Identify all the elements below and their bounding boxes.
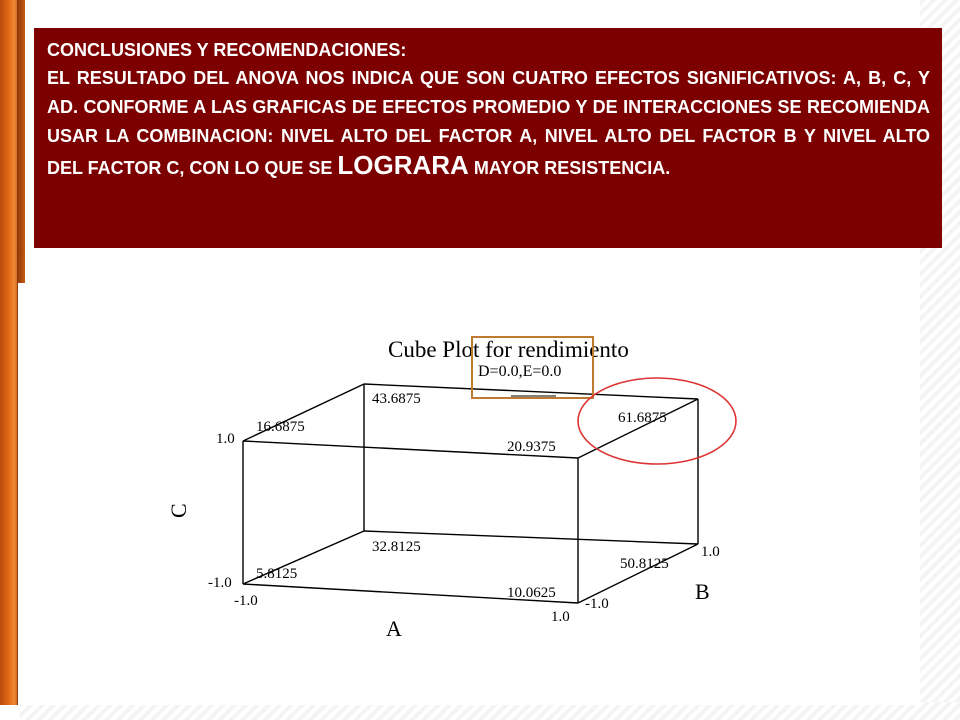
b-low-tick-label: -1.0 xyxy=(585,596,609,612)
corner-value-a-high-b-high-c-low: 50.8125 xyxy=(620,556,669,572)
cube-plot-title: Cube Plot for rendimiento xyxy=(388,337,629,362)
c-high-tick-label: 1.0 xyxy=(216,431,235,447)
cube-plot-subtitle: D=0.0,E=0.0 xyxy=(478,363,562,380)
a-low-tick-label: -1.0 xyxy=(234,593,258,609)
conclusions-heading: CONCLUSIONES Y RECOMENDACIONES: xyxy=(47,40,407,60)
cube-edge xyxy=(578,544,698,603)
corner-value-a-high-b-high-c-high: 61.6875 xyxy=(618,410,667,426)
c-low-tick-label: -1.0 xyxy=(208,575,232,591)
emphasis-word: LOGRARA xyxy=(337,150,469,180)
axis-label-b: B xyxy=(695,579,710,604)
axis-label-a: A xyxy=(386,616,402,641)
b-high-tick-label: 1.0 xyxy=(701,544,720,560)
corner-value-a-low-b-high-c-low: 32.8125 xyxy=(372,539,421,555)
corner-value-a-low-b-low-c-low: 5.8125 xyxy=(256,566,298,582)
corner-value-a-low-b-high-c-high: 43.6875 xyxy=(372,391,421,407)
corner-value-a-high-b-low-c-high: 20.9375 xyxy=(507,439,556,455)
corner-value-a-low-b-low-c-high: 16.6875 xyxy=(256,419,305,435)
conclusions-text-end: MAYOR RESISTENCIA. xyxy=(473,158,671,178)
a-high-tick-label: 1.0 xyxy=(551,609,570,625)
corner-value-a-high-b-low-c-low: 10.0625 xyxy=(507,585,556,601)
conclusions-text: EL RESULTADO DEL ANOVA NOS INDICA QUE SON CUATRO EFECTOS SIGNIFICATIVOS: A, B, C, Y AD. CONFORME A LAS GRAFICAS DE EFECTOS PROMEDIO Y DE INTERACCIONES SE RECOMIENDA USAR LA COMBINACION: NIVEL ALTO DEL FACTOR A, NIVEL ALTO DEL FACTOR B Y NIVEL ALTO DEL FACTOR C, CON LO QUE SE xyxy=(47,68,930,178)
axis-label-c: C xyxy=(166,503,191,518)
